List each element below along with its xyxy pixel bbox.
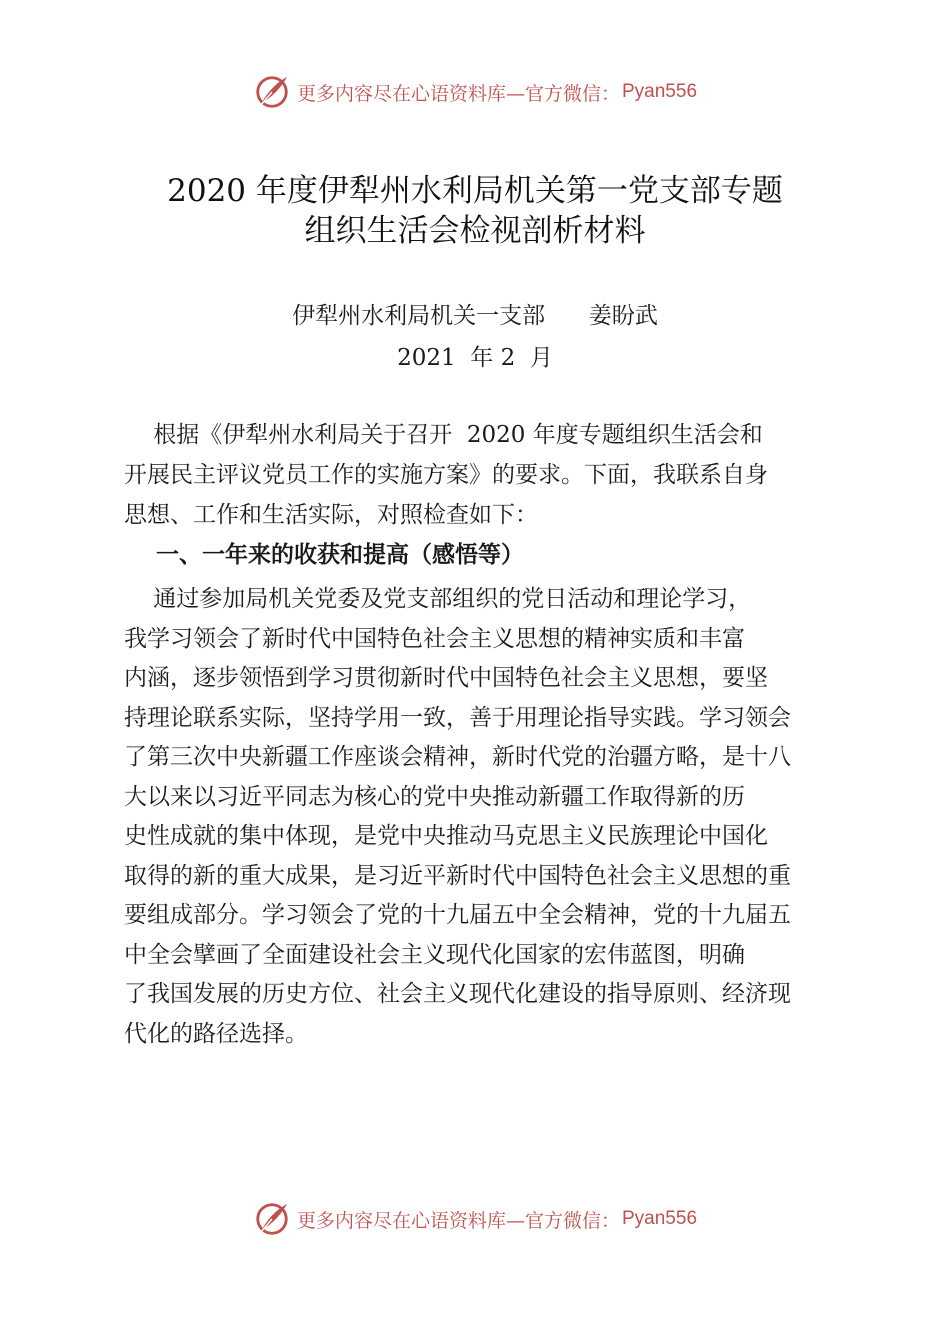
- body-line: 思想、工作和生活实际，对照检查如下：: [124, 502, 538, 528]
- watermark-wechat-id: Pyan556: [622, 81, 698, 102]
- document-date: 2021 年 2 月: [397, 345, 553, 371]
- body-line: 取得的新的重大成果，是习近平新时代中国特色社会主义思想的重: [124, 863, 791, 889]
- body-line: 内涵，逐步领悟到学习贯彻新时代中国特色社会主义思想，要坚: [124, 665, 768, 691]
- body-line: 我学习领会了新时代中国特色社会主义思想的精神实质和丰富: [124, 626, 745, 652]
- document-title-line-2: 组织生活会检视剖析材料: [304, 213, 646, 249]
- body-line: 代化的路径选择。: [124, 1021, 308, 1047]
- quill-logo-icon: [253, 1200, 291, 1238]
- body-line: 中全会擘画了全面建设社会主义现代化国家的宏伟蓝图，明确: [124, 942, 745, 968]
- watermark-text: 更多内容尽在心语资料库—官方微信：: [296, 82, 620, 105]
- body-line: 要组成部分。学习领会了党的十九届五中全会精神，党的十九届五: [124, 902, 791, 928]
- body-line: 通过参加局机关党委及党支部组织的党日活动和理论学习，: [124, 586, 752, 612]
- watermark-header: [0, 72, 950, 112]
- body-line: 了第三次中央新疆工作座谈会精神，新时代党的治疆方略，是十八: [124, 744, 791, 770]
- body-line: 大以来以习近平同志为核心的党中央推动新疆工作取得新的历: [124, 784, 745, 810]
- body-line: 史性成就的集中体现，是党中央推动马克思主义民族理论中国化: [124, 823, 768, 849]
- watermark-footer: [0, 1199, 950, 1239]
- section-heading: 一、一年来的收获和提高（感悟等）: [124, 542, 525, 568]
- body-line: 根据《伊犁州水利局关于召开 2020 年度专题组织生活会和: [124, 422, 763, 448]
- body-line: 了我国发展的历史方位、社会主义现代化建设的指导原则、经济现: [124, 981, 791, 1007]
- document-title-line-1: 2020 年度伊犁州水利局机关第一党支部专题: [167, 173, 783, 209]
- body-line: 持理论联系实际，坚持学用一致，善于用理论指导实践。学习领会: [124, 705, 791, 731]
- quill-logo-icon: [253, 73, 291, 111]
- document-author: 伊犁州水利局机关一支部 姜盼武: [292, 303, 658, 329]
- body-line: 开展民主评议党员工作的实施方案》的要求。下面，我联系自身: [124, 462, 768, 488]
- watermark-wechat-id: Pyan556: [622, 1208, 698, 1229]
- watermark-text: 更多内容尽在心语资料库—官方微信：: [296, 1209, 620, 1232]
